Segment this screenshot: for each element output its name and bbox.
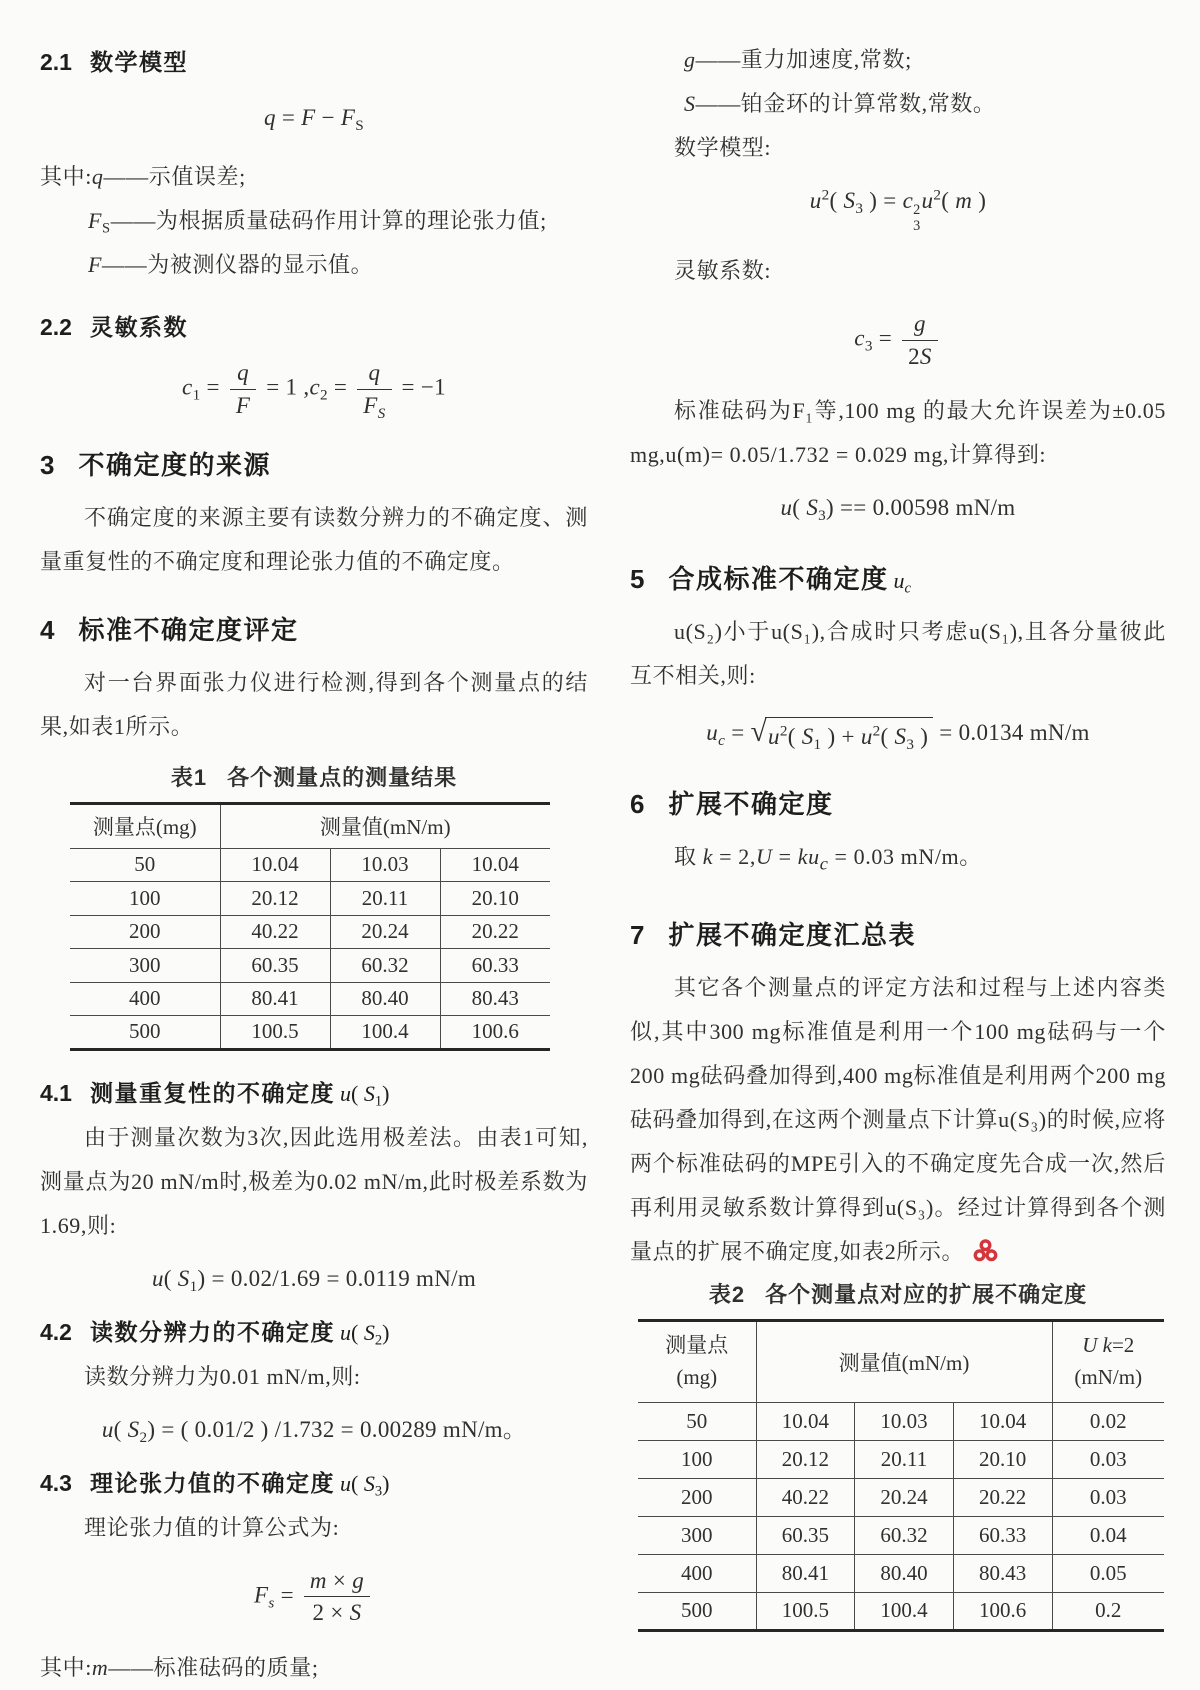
section-heading-4	[40, 610, 588, 647]
table-cell: 20.22	[440, 915, 550, 949]
right-column	[630, 30, 1166, 1690]
table-cell: 100.4	[855, 1592, 954, 1630]
formula-indication-error: $q = F - F_S$	[263, 105, 365, 134]
table-row	[70, 982, 550, 1016]
section-number: 4.1	[40, 1079, 72, 1106]
paragraph-standard-weight: 标准砝码为F₁等,100 mg 的最大允许误差为±0.05 mg,u(m)= 0.05/1.732 = 0.029 mg,计算得到:	[630, 398, 1166, 468]
table-cell: 80.41	[756, 1554, 855, 1592]
formula-fs: $F_s$ = $\frac{m \times g}{2 \times S}$	[40, 1568, 588, 1627]
section-title: 不确定度的来源	[78, 449, 271, 480]
table-cell: 50	[134, 852, 156, 877]
table-cell: 100.5	[756, 1592, 855, 1630]
table-cell: 60.32	[330, 949, 440, 983]
section-title: 扩展不确定度	[668, 788, 834, 819]
section-title: 测量重复性的不确定度	[89, 1079, 335, 1106]
paragraph-theoretical-tension: 理论张力值的计算公式为:	[84, 1514, 340, 1540]
table-1-label: 表1	[170, 764, 208, 790]
table-cell: 60.35	[756, 1516, 855, 1554]
table-cell: 100.6	[440, 1016, 550, 1050]
table-cell: 20.10	[953, 1440, 1052, 1478]
paragraph-expanded-uncertainty: 取 $k = 2,U = ku_c = 0.03$ mN/m。	[674, 843, 982, 873]
table-cell: 10.04	[220, 848, 330, 882]
table-1-body	[70, 848, 550, 1049]
heading-math-us3: u( $S_3$)	[339, 1470, 390, 1500]
table-1-header-row	[70, 803, 550, 848]
section-number: 5	[630, 564, 645, 595]
table-cell: 0.05	[1052, 1554, 1164, 1592]
table-cell: 10.03	[855, 1402, 954, 1440]
table-cell: 40.22	[220, 915, 330, 949]
table-cell: 10.04	[953, 1402, 1052, 1440]
article-end-icon	[972, 1239, 999, 1262]
section-title: 数学模型	[89, 49, 188, 75]
table-row	[638, 1592, 1164, 1630]
paragraph-table1-intro: 对一台界面张力仪进行检测,得到各个测量点的结果,如表1所示。	[40, 669, 588, 739]
table-cell: 100	[681, 1446, 713, 1471]
table-cell: 0.03	[1052, 1440, 1164, 1478]
table-row	[70, 915, 550, 949]
paragraph-repeatability: 由于测量次数为3次,因此选用极差法。由表1可知,测量点为20 mN/m时,极差为0.02 mN/m,此时极差系数为1.69,则:	[40, 1124, 588, 1238]
table-cell: 200	[681, 1484, 713, 1509]
table-cell: 80.40	[855, 1554, 954, 1592]
table-cell: 20.22	[953, 1478, 1052, 1516]
table-cell: 10.03	[330, 848, 440, 882]
table-cell: 20.12	[756, 1440, 855, 1478]
table-cell: 20.24	[855, 1478, 954, 1516]
table-1-col-header-point: 测量点(mg)	[92, 815, 197, 839]
table-row	[638, 1478, 1164, 1516]
heading-math-us1: u( $S_1$)	[339, 1080, 390, 1110]
table-2-header-row	[638, 1320, 1164, 1402]
section-number: 7	[630, 919, 645, 950]
paragraph-combined-uncertainty: u(S₂)小于u(S₁),合成时只考虑u(S₁),且各分量彼此互不相关,则:	[630, 619, 1166, 689]
formula-us2: u( $S_2$) = ( 0.01/2 ) /1.732 = 0.00289 mN/m。	[101, 1416, 527, 1446]
definition-line-fs: $F_S——$为根据质量砝码作用计算的理论张力值;	[88, 208, 547, 237]
table-1-col-header-value: 测量值(mN/m)	[220, 803, 550, 848]
table-cell: 100	[129, 885, 161, 910]
table-row	[638, 1440, 1164, 1478]
table-2-col-header-value: 测量值(mN/m)	[756, 1320, 1052, 1402]
formula-c3: $c_3$ = $\frac{g}{2S}$	[630, 311, 1166, 370]
paragraph-summary-text: 其它各个测量点的评定方法和过程与上述内容类似,其中300 mg标准值是利用一个100 mg砝码与一个200 mg砝码叠加得到,400 mg标准值是利用两个200 mg砝码叠加得到,在这两个测量点下计算u(S₃)的时候,应将两个标准砝码的MPE引入的不确定度先合成一次,然后再利用灵敏系数计算得到u(S₃)。经过计算得到各个测量点的扩展不确定度,如表2所示。	[630, 974, 1166, 1264]
table-2-title: 各个测量点对应的扩展不确定度	[765, 1281, 1088, 1307]
table-cell: 60.32	[855, 1516, 954, 1554]
paragraph-resolution: 读数分辨力为0.01 mN/m,则:	[84, 1363, 361, 1389]
section-heading-6	[630, 784, 1166, 821]
section-heading-2-2	[40, 309, 588, 342]
table-cell: 20.11	[855, 1440, 954, 1478]
table-2-body	[638, 1402, 1164, 1630]
table-cell: 60.33	[953, 1516, 1052, 1554]
formula-us3: u( $S_3) == 0.00598$ mN/m	[780, 495, 1016, 525]
definition-line-g: g——重力加速度,常数;	[684, 47, 912, 72]
table-cell: 20.12	[220, 882, 330, 916]
table-cell: 80.43	[440, 982, 550, 1016]
section-number: 2.1	[40, 49, 72, 75]
section-title: 标准不确定度评定	[78, 614, 299, 645]
table-1-title: 各个测量点的测量结果	[227, 764, 458, 790]
left-column	[40, 30, 588, 1690]
section-number: 4.3	[40, 1469, 72, 1496]
table-row	[70, 882, 550, 916]
table-cell: 200	[129, 919, 161, 944]
table-cell: 10.04	[440, 848, 550, 882]
heading-math-uc: $u_c$	[893, 568, 911, 597]
table-row	[70, 949, 550, 983]
table-2	[638, 1319, 1164, 1632]
section-heading-4-3	[40, 1465, 588, 1498]
section-number: 2.2	[40, 314, 72, 340]
table-cell: 0.2	[1052, 1592, 1164, 1630]
table-1	[70, 802, 550, 1051]
table-cell: 50	[686, 1408, 708, 1433]
section-number: 3	[40, 449, 55, 480]
table-cell: 500	[681, 1598, 713, 1623]
table-cell: 300	[129, 952, 161, 977]
section-title: 合成标准不确定度	[668, 564, 889, 595]
section-heading-4-1	[40, 1075, 588, 1108]
formula-us1: u( $S_1) = 0.02/1.69 = 0.0119$ mN/m	[151, 1265, 477, 1295]
table-cell: 80.43	[953, 1554, 1052, 1592]
table-cell: 80.41	[220, 982, 330, 1016]
formula-uc: $u_c$ = √ $u^2$( $S_1$ ) + $u^2$( $S_3$ ) = 0.0134 mN/m	[706, 715, 1090, 753]
table-1-caption	[40, 761, 588, 792]
table-cell: 400	[129, 986, 161, 1011]
table-cell: 20.11	[330, 882, 440, 916]
section-heading-4-2	[40, 1314, 588, 1347]
table-2-col-header-point: 测量点 (mg)	[665, 1333, 729, 1389]
table-cell: 80.40	[330, 982, 440, 1016]
section-number: 4	[40, 614, 55, 645]
label-sensitivity: 灵敏系数:	[674, 257, 772, 283]
table-cell: 20.10	[440, 882, 550, 916]
definition-line-f: F——为被测仪器的显示值。	[88, 252, 374, 277]
table-cell: 60.33	[440, 949, 550, 983]
table-cell: 60.35	[220, 949, 330, 983]
paragraph-summary	[630, 966, 1166, 1274]
label-math-model: 数学模型:	[674, 135, 772, 160]
table-row	[638, 1402, 1164, 1440]
table-row	[70, 848, 550, 882]
table-cell: 0.04	[1052, 1516, 1164, 1554]
table-cell: 100.5	[220, 1016, 330, 1050]
table-cell: 0.03	[1052, 1478, 1164, 1516]
table-cell: 400	[681, 1560, 713, 1585]
section-title: 理论张力值的不确定度	[89, 1469, 335, 1496]
section-heading-2-1	[40, 44, 588, 77]
formula-sensitivity-coefficients: $c_1$ = $\frac{q}{F}$ = 1 $,c_2$ = $\frac{q}{F_S}$ = −1	[182, 360, 446, 422]
heading-math-us2: u( $S_2$)	[339, 1319, 390, 1349]
section-number: 4.2	[40, 1318, 72, 1345]
table-cell: 20.24	[330, 915, 440, 949]
table-row	[638, 1554, 1164, 1592]
table-cell: 40.22	[756, 1478, 855, 1516]
definition-line-q: 其中:q——示值误差;	[40, 164, 246, 189]
table-cell: 500	[129, 1019, 161, 1044]
formula-u2s3: $u^2$( $S_3$ ) = c 2 3 $u^2$( m )	[809, 186, 987, 235]
section-title: 灵敏系数	[89, 314, 188, 340]
table-row	[638, 1516, 1164, 1554]
table-2-col-header-expanded-u: U k=2 (mN/m)	[1052, 1320, 1164, 1402]
table-cell: 0.02	[1052, 1402, 1164, 1440]
section-heading-7	[630, 915, 1166, 952]
table-2-label: 表2	[708, 1281, 746, 1307]
table-row	[70, 1016, 550, 1050]
table-cell: 100.4	[330, 1016, 440, 1050]
table-cell: 10.04	[756, 1402, 855, 1440]
table-cell: 100.6	[953, 1592, 1052, 1630]
paragraph-uncertainty-sources: 不确定度的来源主要有读数分辨力的不确定度、测量重复性的不确定度和理论张力值的不确定度。	[40, 504, 588, 574]
table-2-caption	[630, 1278, 1166, 1309]
section-heading-5	[630, 559, 1166, 596]
section-title: 扩展不确定度汇总表	[668, 919, 916, 950]
table-cell: 300	[681, 1522, 713, 1547]
definition-line-s: S——铂金环的计算常数,常数。	[684, 91, 996, 116]
section-number: 6	[630, 788, 645, 819]
definition-line-m: 其中:m——标准砝码的质量;	[40, 1655, 319, 1680]
section-heading-3	[40, 445, 588, 482]
section-title: 读数分辨力的不确定度	[89, 1318, 335, 1345]
